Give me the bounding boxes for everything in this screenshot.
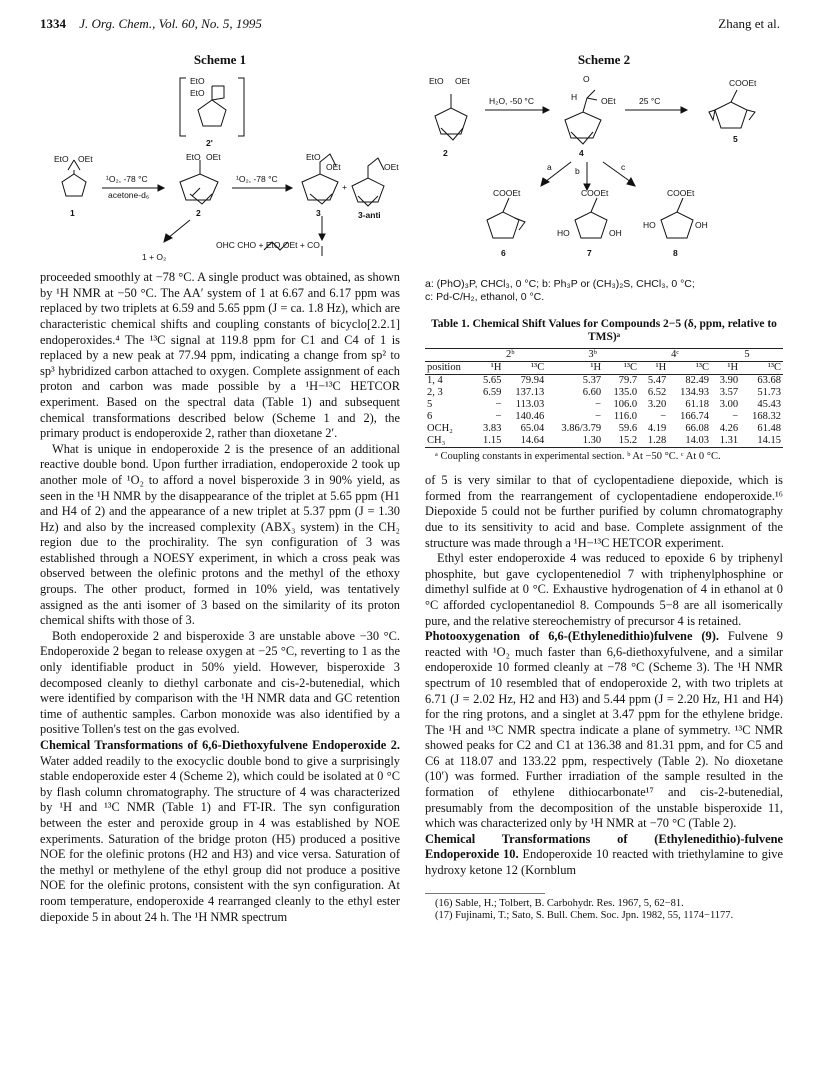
table-row: CH₃ 1.15 14.64 1.30 15.2 1.28 14.03 1.31 14.15 — [427, 435, 781, 447]
left-paragraph-1: proceeded smoothly at −78 °C. A single product was obtained, as shown by ¹H NMR at −50 °C. The AA′ system of 1 at 6.67 and 6.17 ppm was replaced by two triplets at 6.59 and 5.65 ppm (J = ca. 1.8 Hz), which are characteristic chemical shifts and coupling constants of bicyclo[2.2.1] endoperoxides.⁴ The ¹³C signal at 119.8 ppm for C1 and C4 of 1 is replaced by a new peak at 77.94 ppm, indicating a change from sp² to sp³ hybridized carbon attached to oxygen. Complete assignment of each proton and carbon was made possible by a ¹H−¹³C HETCOR experiment. Based on the spectral data (Table 1) and subsequent chemical transformations described below (Scheme 1 and 2), the primary product is endoperoxide 2, rather than dioxetane 2′. — [40, 270, 400, 441]
scheme2-caption-line2: c: Pd-C/H₂, ethanol, 0 °C. — [425, 291, 545, 304]
label-oet-2: OEt — [206, 151, 221, 162]
s2-label-8: 8 — [673, 247, 678, 258]
table1-col-header: ¹H — [711, 362, 740, 375]
s2-label-oh-7: OH — [609, 227, 622, 238]
label-eto-1: EtO — [54, 153, 69, 164]
scheme2-caption — [425, 278, 783, 304]
s2-arrow2: 25 °C — [639, 95, 661, 106]
table1-col-header: ¹³C — [740, 362, 783, 375]
table1-col-header: ¹H — [546, 362, 603, 375]
right-paragraph-4-body: Endoperoxide 10 reacted with triethylamine to give hydroxy ketone 12 (Kornblum — [425, 847, 783, 878]
s2-label-oet: OEt — [455, 75, 470, 86]
section-heading-diethoxyfulvene: Chemical Transformations of 6,6-Diethoxyfulvene Endoperoxide 2. — [40, 738, 400, 752]
s2-label-4: 4 — [579, 147, 584, 158]
s2-label-5: 5 — [733, 133, 738, 144]
label-3anti: 3-anti — [358, 209, 381, 220]
arrow2-top: ¹O₂, -78 °C — [236, 173, 278, 184]
label-oet-3: OEt — [326, 161, 341, 172]
label-eto-2: EtO — [186, 151, 201, 162]
footnote-17: (17) Fujinami, T.; Sato, S. Bull. Chem. Soc. Jpn. 1982, 55, 1174−1177. — [435, 909, 734, 921]
section-heading-photooxygenation: Photooxygenation of 6,6-(Ethylenedithio)fulvene (9). — [425, 629, 719, 644]
s2-label-cooet-5: COOEt — [729, 77, 757, 88]
table1-group-3: 3ᵇ — [546, 349, 639, 362]
table1-col-header: ¹³C — [503, 362, 546, 375]
s2-label-ho-8: HO — [643, 219, 656, 230]
table-row: 6 − 140.46 − 116.0 − 166.74 − 168.32 — [427, 411, 781, 423]
table1-col-header: ¹³C — [603, 362, 639, 375]
label-eto-2p: EtO — [190, 75, 205, 86]
s2-label-oet-4: OEt — [601, 95, 616, 106]
s2-label-h: H — [571, 91, 578, 102]
right-paragraph-2: Ethyl ester endoperoxide 4 was reduced to epoxide 6 by triphenyl phosphite, but gave cyclopentenediol 7 with triphenylphosphine or dimethyl sulfide at 0 °C. Exhaustive hydrogenation of 4 in ethanol at 0 °C afforded cyclopentanediol 8. Compounds 5−8 are all isomerically pure, and the relative stereochemistry of precursor 4 is retained. — [425, 551, 783, 628]
label-eto-2p-b: EtO — [190, 87, 205, 98]
table1-group-5: 5 — [711, 349, 783, 362]
table1 — [425, 348, 783, 448]
left-paragraph-3: Both endoperoxide 2 and bisperoxide 3 are unstable above −30 °C. Endoperoxide 2 began to release oxygen at −25 °C, reverting to 1 as the only identifiable product in 50% yield. However, bisperoxide 3 decomposed cleanly to diethyl carbonate and cis-2-butenedial, which were identified by comparison with the ¹H NMR data and GC retention time of authentic samples. Carbon monoxide was also identified by a positive Tollen's test on the gas evolved. — [40, 628, 400, 737]
decomp-left: 1 + O₂ — [142, 251, 167, 262]
journal-citation: J. Org. Chem., Vol. 60, No. 5, 1995 — [79, 16, 262, 31]
s2-label-eto: EtO — [429, 75, 444, 86]
table1-sub-header-row — [425, 362, 783, 375]
scheme2-figure — [425, 70, 783, 268]
table-row: 5 − 113.03 − 106.0 3.20 61.18 3.00 45.43 — [427, 399, 781, 411]
footnote-16: (16) Sable, H.; Tolbert, B. Carbohydr. Res. 1967, 5, 62−81. — [435, 897, 684, 909]
arrow1-bottom: acetone-d₆ — [108, 189, 150, 200]
s2-label-oh-8: OH — [695, 219, 708, 230]
table1-footnote: ᵃ Coupling constants in experimental section. ᵇ At −50 °C. ᶜ At 0 °C. — [435, 451, 721, 463]
section-heading-ethylenedithio: Chemical Transformations of (Ethylenedithio)-fulvene Endoperoxide 10. — [425, 831, 783, 862]
s2-label-o-top: O — [583, 73, 590, 84]
scheme2-title: Scheme 2 — [577, 52, 631, 67]
footnote-divider — [425, 893, 545, 894]
table1-title: Table 1. Chemical Shift Values for Compounds 2−5 (δ, ppm, relative to TMS)ᵃ — [431, 318, 777, 344]
table-row: OCH₂ 3.83 65.04 3.86/3.79 59.6 4.19 66.08 4.26 61.48 — [427, 423, 781, 435]
table1-group-2: 2ᵇ — [474, 349, 546, 362]
s2-arrow1: H₂O, -50 °C — [489, 95, 534, 106]
author-running-head: Zhang et al. — [718, 16, 780, 31]
label-oet-1: OEt — [78, 153, 93, 164]
table1-group-4: 4ᶜ — [639, 349, 711, 362]
s2-label-b: b — [575, 165, 580, 176]
page-number: 1334 — [40, 16, 66, 31]
s2-label-6: 6 — [501, 247, 506, 258]
scheme1-title: Scheme 1 — [193, 52, 247, 67]
label-2prime: 2' — [206, 137, 213, 148]
footnotes — [425, 898, 783, 922]
label-2: 2 — [196, 207, 201, 218]
s2-label-cooet-8: COOEt — [667, 187, 695, 198]
table-row: 2, 3 6.59 137.13 6.60 135.0 6.52 134.93 3.57 51.73 — [427, 387, 781, 399]
scheme1-figure — [40, 70, 400, 266]
right-paragraph-3-body: Fulvene 9 reacted with ¹O₂ much faster than 6,6-diethoxyfulvene, and a similar endoperoxide 10 formed cleanly at −78 °C (Scheme 3). The ¹H NMR spectrum of 10 resembled that of endoperoxide 2, with two triplets at 6.71 (J = 2.02 Hz, H2 and H3) and 5.44 ppm (J = 2.20 Hz, H1 and H4) for the ring protons, and a singlet at 3.47 ppm for the ethylene bridge. The ¹H and ¹³C NMR spectra indicate a plane of symmetry. ¹³C NMR showed peaks for C2 and C1 at 136.38 and 81.31 ppm, and for C5 and C6 at 118.07 and 133.22 ppm, respectively (Table 2). No dioxetane (10′) was formed. Further irradiation of the sample resulted in the formation of ethylene dithiocarbonate¹⁷ and cis-2-butenedial, presumably from the decomposition of the unstable bisperoxide 11, which was characterized only by ¹H NMR at −70 °C (Table 2). — [425, 629, 784, 831]
left-paragraph-2: What is unique in endoperoxide 2 is the presence of an additional reactive double bond. Upon further irradiation, endoperoxide 2 took up another mole of ¹O₂ to afford a novel bisperoxide 3 in 90% yield, as seen in the ¹H NMR by the disappearance of the triplet at 5.65 ppm (H1 and H4 of 2) and the appearance of a new triplet at 5.37 ppm (J = 1.30 Hz) and also by the increased complexity (ABX₃ system) in the CH₂ region due to the prochirality. The syn configuration of 3 was established through a NOESY experiment, in which a cross peak was observed between the olefinic protons and the methyl of the ethoxy groups. The other product, formed in 10% yield, was tentatively assigned as the anti isomer of 3 based on the similarity of its proton chemical shifts with those of 3. — [40, 441, 400, 628]
right-paragraph-1: of 5 is very similar to that of cyclopentadiene diepoxide, which is formed from the rearrangement of cyclopentadiene endoperoxide.¹⁶ Diepoxide 5 could not be further purified by column chromatography due to its sensitivity to acid and base. Complete assignment of the structure was made through a ¹H−¹³C HETCOR experiment. — [425, 473, 783, 550]
left-paragraph-4-body: Water added readily to the exocyclic double bond to give a surprisingly stable endoperoxide ester 4 (Scheme 2), which could be isolated at 0 °C by flash column chromatography. The structure of 4 was characterized by ¹H and ¹³C NMR (Table 1) and FT-IR. The syn configuration between the ester and peroxide group in 4 was established by NOE experiments. Saturation of the bridge proton (H5) produced a positive NOE for the olefinic protons (H2 and H3) and vice versa. Saturation of the methyl or methylene of the ethyl group did not produce a positive NOE for the olefinic protons, consistent with the syn configuration. At room temperature, endoperoxide 4 rearranged cleanly to the ethyl ester diepoxide 5 in about 24 h. The ¹H NMR spectrum — [40, 753, 400, 924]
s2-label-a: a — [547, 161, 552, 172]
s2-label-cooet-7: COOEt — [581, 187, 609, 198]
s2-label-ho-7: HO — [557, 227, 570, 238]
s2-label-cooet-6: COOEt — [493, 187, 521, 198]
label-plus: + — [342, 181, 347, 192]
label-oet-3anti: OEt — [384, 161, 399, 172]
running-header — [40, 16, 780, 34]
s2-label-7: 7 — [587, 247, 592, 258]
right-column — [425, 52, 783, 922]
table1-col-header: position — [425, 362, 474, 375]
table-row: 1, 4 5.65 79.94 5.37 79.7 5.47 82.49 3.90 63.68 — [427, 375, 781, 387]
table1-col-header: ¹³C — [668, 362, 711, 375]
table1-col-header: ¹H — [639, 362, 668, 375]
decomp-mid: OHC CHO + EtO OEt + CO — [216, 239, 320, 250]
s2-label-c: c — [621, 161, 626, 172]
left-column — [40, 52, 400, 925]
arrow1-top: ¹O₂, -78 °C — [106, 173, 148, 184]
table1-group-header-row — [425, 349, 783, 362]
label-3: 3 — [316, 207, 321, 218]
table1-col-header: ¹H — [474, 362, 503, 375]
label-1: 1 — [70, 207, 75, 218]
s2-label-2: 2 — [443, 147, 448, 158]
label-eto-3: EtO — [306, 151, 321, 162]
scheme2-caption-line1: a: (PhO)₃P, CHCl₃, 0 °C; b: Ph₃P or (CH₃)₂S, CHCl₃, 0 °C; — [425, 278, 695, 291]
